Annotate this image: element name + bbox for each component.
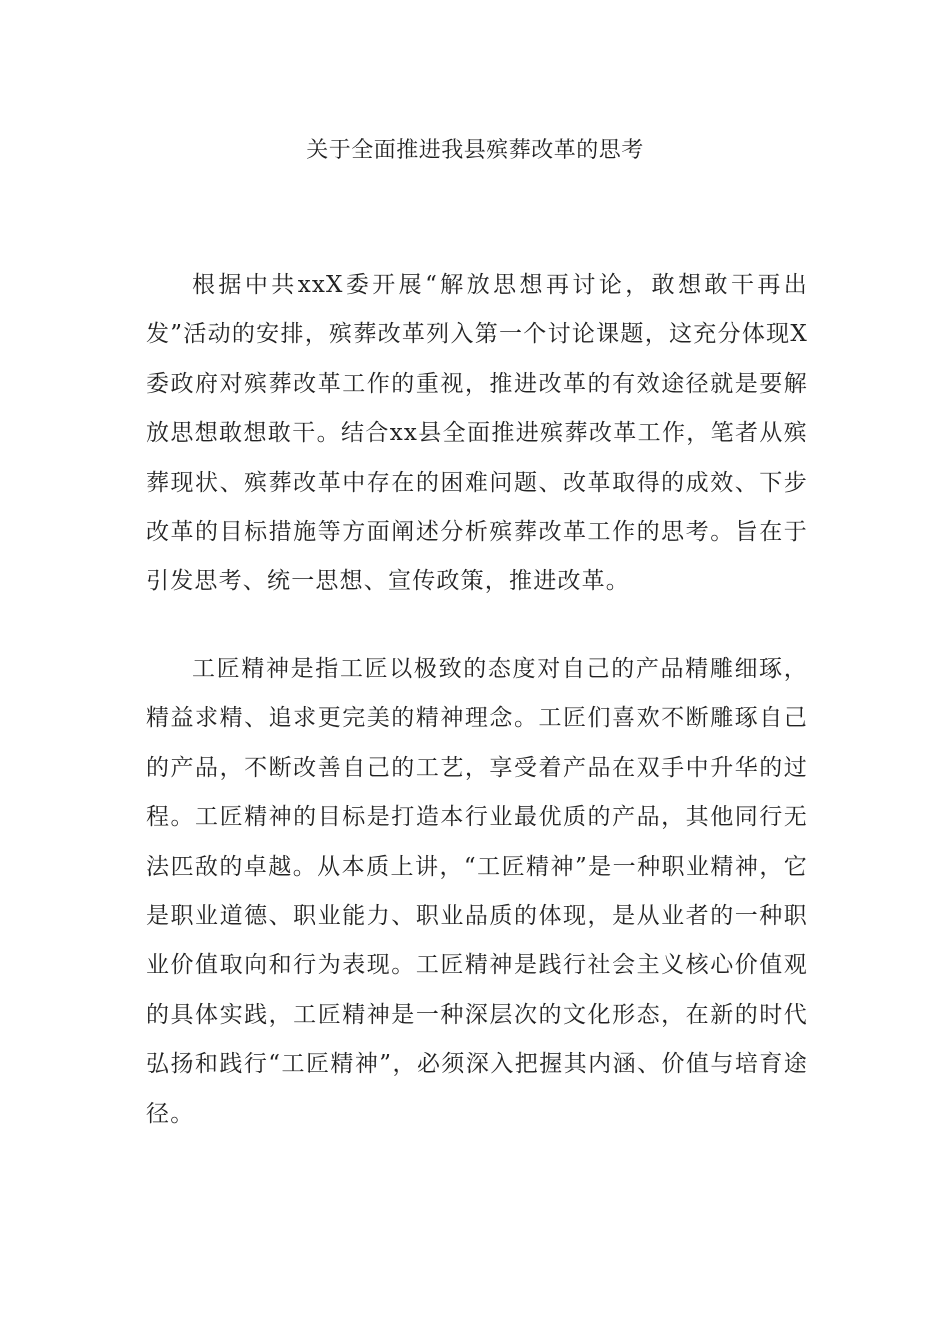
- paragraph-intro: 根据中共xxX委开展“解放思想再讨论，敢想敢干再出发”活动的安排，殡葬改革列入第一个讨论课题，这充分体现X委政府对殡葬改革工作的重视，推进改革的有效途径就是要解放思想敢想敢干。结合xx县全面推进殡葬改革工作，笔者从殡葬现状、殡葬改革中存在的困难问题、改革取得的成效、下步改革的目标措施等方面阐述分析殡葬改革工作的思考。旨在于引发思考、统一思想、宣传政策，推进改革。: [146, 272, 808, 595]
- paragraph-craftsman-spirit: 工匠精神是指工匠以极致的态度对自己的产品精雕细琢，精益求精、追求更完美的精神理念。工匠们喜欢不断雕琢自己的产品，不断改善自己的工艺，享受着产品在双手中升华的过程。工匠精神的目标是打造本行业最优质的产品，其他同行无法匹敌的卓越。从本质上讲，“工匠精神”是一种职业精神，它是职业道德、职业能力、职业品质的体现，是从业者的一种职业价值取向和行为表现。工匠精神是践行社会主义核心价值观的具体实践，工匠精神是一种深层次的文化形态，在新的时代弘扬和践行“工匠精神”，必须深入把握其内涵、价值与培育途径。: [146, 656, 808, 1127]
- document-title: 关于全面推进我县殡葬改革的思考: [306, 138, 644, 163]
